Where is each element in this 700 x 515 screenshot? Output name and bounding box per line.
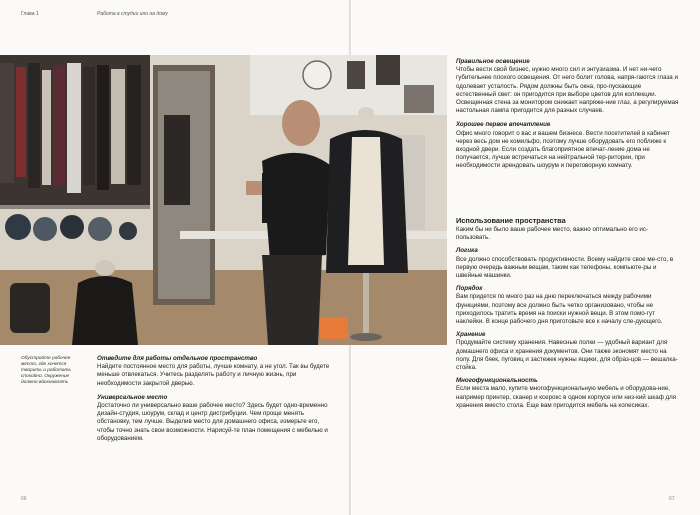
left-text-column [97, 355, 333, 449]
paragraph-storage: Продумайте систему хранения. Навесные полки — удобный вариант для домашнего офиса и хранения документов. Они также экономят место на полу. Для бяек, пуговиц и застежек нужны ящики, для образ-цов — вешалка-стойка. [456, 339, 678, 372]
subheading-logic: Логика [456, 247, 478, 255]
subheading-multifunctionality: Многофункциональность [456, 377, 538, 385]
right-bottom-text-column [456, 216, 681, 415]
subheading-storage: Хранение [456, 331, 486, 339]
photo-caption: Обустройте рабочее место, где хочется творить и работать спокойно. Окружение должно вдохновлять [21, 356, 72, 385]
paragraph-lighting: Чтобы вести свой бизнес, нужно много сил и энтузиазма. И нет ни-чего губительнее плохого освещения. От него болит голова, напря-гаются глаза и одолевает усталость. Рядом должны быть окна, про-пускающие естественный свет: он пригодится при выборе цветов для коллекции. Освещенная стена за монитором снижает напряже-ние глаз, а регулируемая настольная лампа пригодится для разных случаев. [456, 66, 679, 115]
subheading-order: Порядок [456, 285, 483, 293]
paragraph-first-impression: Офис много говорит о вас и вашем бизнесе. Вести посетителей в кабинет через весь дом не комильфо, поэтому лучше оборудовать его поближе к входной двери. Если создать благоприятное впечат-ление дома не получается, лучше встречаться на нейтральной тер-ритории, при необходимости арендовать шоурум и переговорную комнату. [456, 129, 670, 170]
studio-photo-illustration [0, 55, 447, 345]
section-heading: Использование пространства [456, 216, 566, 225]
paragraph-universal-place: Достаточно ли универсально ваше рабочее место? Здесь будет одно-временно дизайн-студия, шоурум, склад и центр дистрибуции. Чем проще менять обстановку, тем лучше. Выделив место для домашнего офиса, измерьте его, чтобы точно знать свои возможности. Нарисуй-те план помещения с мебелью и оборудованием. [97, 402, 328, 442]
paragraph-order: Вам придется по много раз на дню переключаться между рабочими функциями, поэтому все должно быть четко организовано, чтобы не приходилось тратить время на поиски нужной вещи. В этом помо-гут наклейки. В конце рабочего дня приготовьте все к началу сле-дующего. [456, 293, 663, 326]
running-head-chapter: Глава 1 [21, 11, 39, 17]
section-intro: Каким бы ни было ваше рабочее место, важно оптимально его ис-пользовать. [456, 226, 648, 242]
paragraph-logic: Все должно способствовать продуктивности. Всему найдите свое ме-сто, в первую очередь важным вещам, таким как телефоны, компьюте-ры и швейные машинки. [456, 255, 674, 280]
studio-photo [0, 55, 447, 345]
page-number-right: 67 [669, 496, 675, 502]
subheading-lighting: Правильное освещение [456, 58, 530, 65]
subheading-universal-place: Универсальное место [97, 393, 168, 401]
right-top-text-column [456, 58, 681, 177]
paragraph-multifunctionality: Если места мало, купите многофункциональную мебель и оборудова-ние, например принтер, сканер и ксерокс в одном корпусе или низ-кий шкаф для хранения вместо стола. Еще вам пригодится мебель на колесиках. [456, 385, 677, 409]
subheading-first-impression: Хорошее первое впечатление [456, 121, 551, 129]
paragraph-dedicated-space: Найдите постоянное место для работы, лучше комнату, а не угол. Так вы будете меньше отвлекаться. Учитесь разделять работу и личную жизнь, при необходимости закрытой дверью. [97, 363, 330, 387]
subheading-dedicated-space: Отведите для работы отдельное пространство [97, 355, 258, 362]
running-head-title: Работа в студии или на дому [97, 11, 168, 17]
page-number-left: 66 [21, 496, 27, 502]
